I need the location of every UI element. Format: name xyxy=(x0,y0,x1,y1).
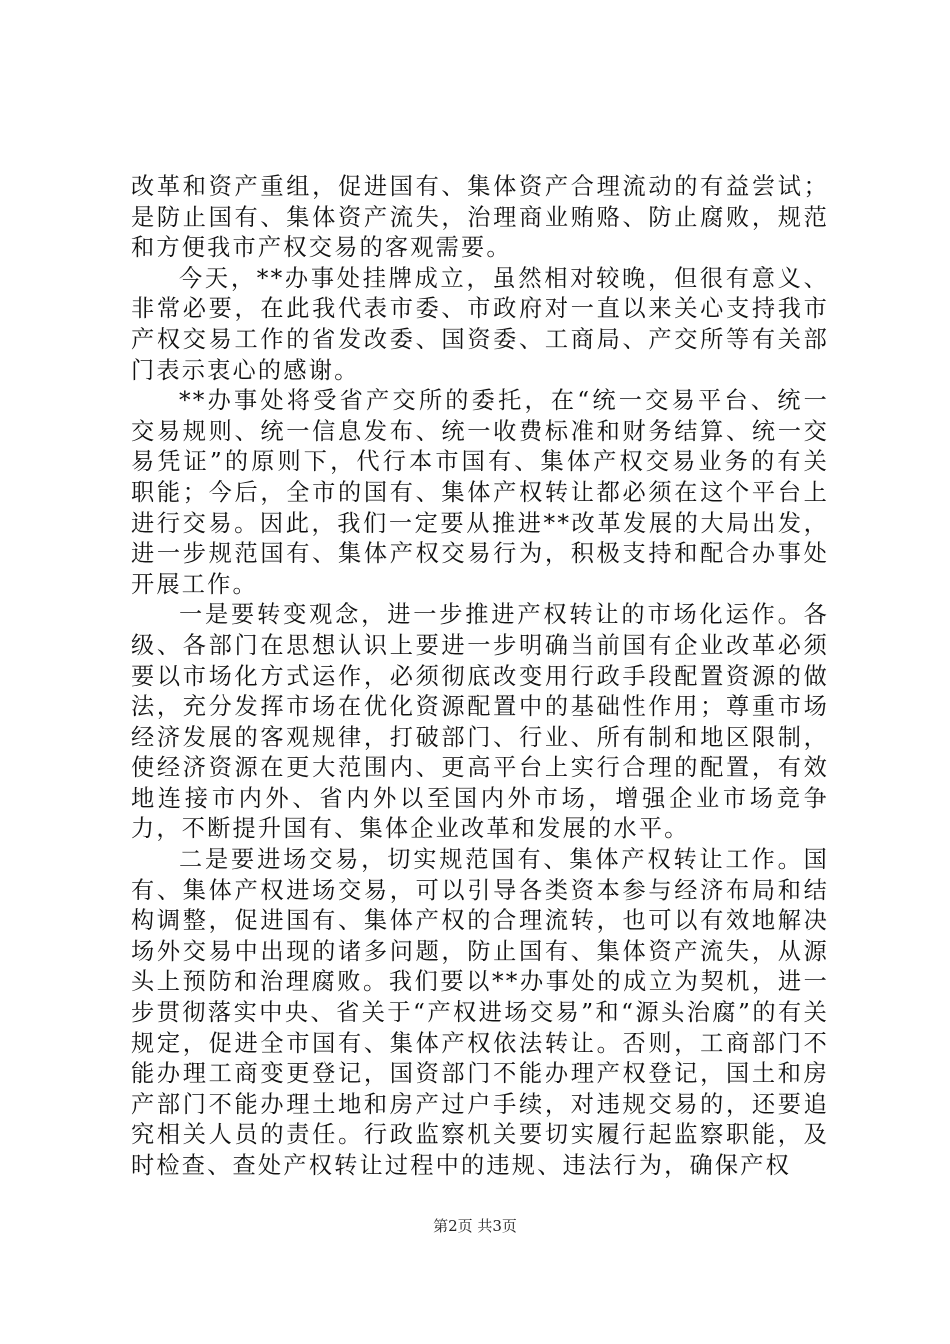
page-footer: 第2页 共3页 xyxy=(433,1217,517,1235)
paragraph-1: 改革和资产重组，促进国有、集体资产合理流动的有益尝试；是防止国有、集体资产流失，治理商业贿赂、防止腐败，规范和方便我市产权交易的客观需要。 xyxy=(131,173,829,262)
paragraph-2: 今天，**办事处挂牌成立，虽然相对较晚，但很有意义、非常必要，在此我代表市委、市政府对一直以来关心支持我市产权交易工作的省发改委、国资委、工商局、产交所等有关部门表示衷心的感谢。 xyxy=(131,264,829,384)
document-body xyxy=(131,172,829,1182)
paragraph-5: 二是要进场交易，切实规范国有、集体产权转让工作。国有、集体产权进场交易，可以引导各类资本参与经济布局和结构调整，促进国有、集体产权的合理流转，也可以有效地解决场外交易中出现的诸多问题，防止国有、集体资产流失，从源头上预防和治理腐败。我们要以**办事处的成立为契机，进一步贯彻落实中央、省关于“产权进场交易”和“源头治腐”的有关规定，促进全市国有、集体产权依法转让。否则，工商部门不能办理工商变更登记，国资部门不能办理产权登记，国土和房产部门不能办理土地和房产过户手续，对违规交易的，还要追究相关人员的责任。行政监察机关要切实履行起监察职能，及时检查、查处产权转让过程中的违规、违法行为，确保产权 xyxy=(131,846,829,1179)
paragraph-3: **办事处将受省产交所的委托，在“统一交易平台、统一交易规则、统一信息发布、统一收费标准和财务结算、统一交易凭证”的原则下，代行本市国有、集体产权交易业务的有关职能；今后，全市的国有、集体产权转让都必须在这个平台上进行交易。因此，我们一定要从推进**改革发展的大局出发，进一步规范国有、集体产权交易行为，积极支持和配合办事处开展工作。 xyxy=(131,387,829,598)
paragraph-4: 一是要转变观念，进一步推进产权转让的市场化运作。各级、各部门在思想认识上要进一步明确当前国有企业改革必须要以市场化方式运作，必须彻底改变用行政手段配置资源的做法，充分发挥市场在优化资源配置中的基础性作用；尊重市场经济发展的客观规律，打破部门、行业、所有制和地区限制，使经济资源在更大范围内、更高平台上实行合理的配置，有效地连接市内外、省内外以至国内外市场，增强企业市场竞争力，不断提升国有、集体企业改革和发展的水平。 xyxy=(131,601,829,843)
